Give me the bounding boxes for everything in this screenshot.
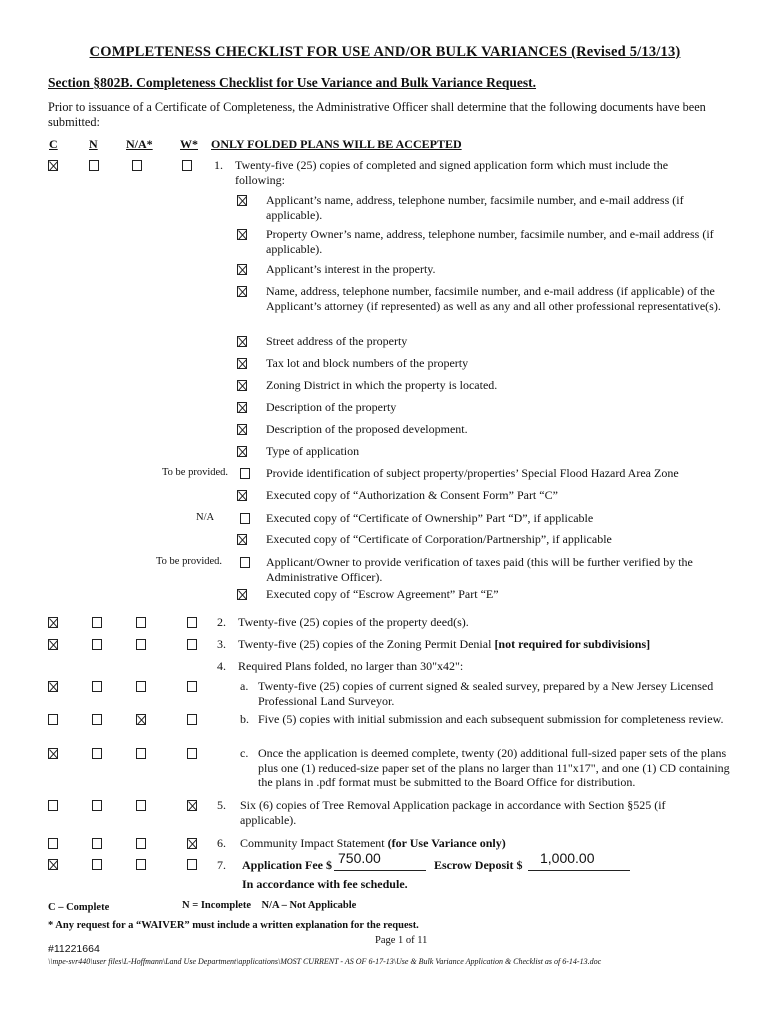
- sub-4-checkbox[interactable]: [237, 286, 247, 297]
- item4b-text: Five (5) copies with initial submission and each subsequent submission for completeness review.: [258, 712, 724, 726]
- fee-underline: [334, 870, 426, 871]
- sub-11-text: Provide identification of subject property/properties’ Special Flood Hazard Area Zone: [266, 466, 679, 480]
- item5-text: Six (6) copies of Tree Removal Application package in accordance with Section §525 (if applicable).: [240, 798, 666, 827]
- item7-number: 7.: [217, 858, 226, 872]
- sub-16-text: Executed copy of “Escrow Agreement” Part “E”: [266, 587, 499, 601]
- item2-w-checkbox[interactable]: [187, 617, 197, 628]
- sub-3-text: Applicant’s interest in the property.: [266, 262, 436, 276]
- item6-w-checkbox[interactable]: [187, 838, 197, 849]
- sub-6-text: Tax lot and block numbers of the property: [266, 356, 469, 370]
- intro-text: Prior to issuance of a Certificate of Completeness, the Administrative Officer shall determine that the following documents have been submitted:: [48, 100, 706, 129]
- sub-1-text: Applicant’s name, address, telephone number, facsimile number, and e-mail address (if applicable).: [266, 193, 684, 222]
- item4a-text: Twenty-five (25) copies of current signed & sealed survey, prepared by a New Jersey Licensed Professional Land Surveyor.: [258, 679, 714, 708]
- item6-na-checkbox[interactable]: [136, 838, 146, 849]
- section-heading: Section §802B. Completeness Checklist for Use Variance and Bulk Variance Request.: [48, 75, 537, 90]
- sub-10-checkbox[interactable]: [237, 446, 247, 457]
- item4c-text: Once the application is deemed complete, twenty (20) additional full-sized paper sets of the plans plus one (1) reduced-size paper set of the plans no larger than 11"x17", and one (1) CD containing the plans in .pdf format must be submitted to the Board Office for distribution.: [258, 746, 730, 789]
- item2-n-checkbox[interactable]: [92, 617, 102, 628]
- sub-15-text: Applicant/Owner to provide verification of taxes paid (this will be further verified by the Administrative Officer).: [266, 555, 693, 584]
- sub-12-text: Executed copy of “Authorization & Consent Form” Part “C”: [266, 488, 558, 502]
- col-complete: C: [49, 137, 58, 151]
- sub-13-checkbox[interactable]: [240, 513, 250, 524]
- sub-15-checkbox[interactable]: [240, 557, 250, 568]
- sub-16-checkbox[interactable]: [237, 589, 247, 600]
- col-not-applicable: N/A*: [126, 137, 153, 151]
- sub-11-note: To be provided.: [162, 467, 229, 478]
- item3-bold-note: [not required for subdivisions]: [494, 637, 651, 651]
- legend-complete: C – Complete: [48, 902, 110, 913]
- sub-13-text: Executed copy of “Certificate of Ownership” Part “D”, if applicable: [266, 511, 594, 525]
- sub-11-checkbox[interactable]: [240, 468, 250, 479]
- fee-value[interactable]: 750.00: [338, 850, 381, 866]
- sub-3-checkbox[interactable]: [237, 264, 247, 275]
- sub-13-note: N/A: [196, 512, 215, 523]
- legend-rest: N = Incomplete N/A – Not Applicable: [182, 900, 357, 911]
- file-path: \\mpe-svr440\user files\L-Hoffmann\Land Use Department\applications\MOST CURRENT - AS OF 6-17-13\Use & Bulk Variance Application & Checklist as of 6-14-13.doc: [48, 957, 602, 966]
- item1-w-checkbox[interactable]: [182, 160, 192, 171]
- item4a-c-checkbox[interactable]: [48, 681, 58, 692]
- sub-7-text: Zoning District in which the property is located.: [266, 378, 498, 392]
- item2-number: 2.: [217, 615, 226, 629]
- item1-c-checkbox[interactable]: [48, 160, 58, 171]
- item4c-letter: c.: [240, 746, 249, 760]
- item6-text: Community Impact Statement: [240, 836, 385, 850]
- item4a-n-checkbox[interactable]: [92, 681, 102, 692]
- sub-12-checkbox[interactable]: [237, 490, 247, 501]
- item4-number: 4.: [217, 659, 226, 673]
- item1-na-checkbox[interactable]: [132, 160, 142, 171]
- item1-number: 1.: [214, 158, 223, 172]
- item4a-na-checkbox[interactable]: [136, 681, 146, 692]
- col-incomplete: N: [89, 137, 98, 151]
- sub-2-text: Property Owner’s name, address, telephone number, facsimile number, and e-mail address (if applicable).: [266, 227, 714, 256]
- item2-c-checkbox[interactable]: [48, 617, 58, 628]
- item4-text: Required Plans folded, no larger than 30"x42":: [238, 659, 464, 673]
- item6-number: 6.: [217, 836, 226, 850]
- escrow-value[interactable]: 1,000.00: [540, 850, 595, 866]
- sub-4-text: Name, address, telephone number, facsimile number, and e-mail address (if applicable) of the Applicant’s attorney (if represented) as well as any and all other professional representative(s).: [266, 284, 721, 313]
- item7-n-checkbox[interactable]: [92, 859, 102, 870]
- sub-5-checkbox[interactable]: [237, 336, 247, 347]
- fee-schedule: In accordance with fee schedule.: [242, 877, 408, 891]
- sub-14-text: Executed copy of “Certificate of Corporation/Partnership”, if applicable: [266, 532, 612, 546]
- escrow-underline: [528, 870, 630, 871]
- sub-8-checkbox[interactable]: [237, 402, 247, 413]
- item6-c-checkbox[interactable]: [48, 838, 58, 849]
- sub-14-checkbox[interactable]: [237, 534, 247, 545]
- sub-1-checkbox[interactable]: [237, 195, 247, 206]
- waiver-note: * Any request for a “WAIVER” must include a written explanation for the request.: [48, 920, 419, 931]
- item3-text: Twenty-five (25) copies of the Zoning Permit Denial: [238, 637, 492, 651]
- sub-6-checkbox[interactable]: [237, 358, 247, 369]
- item4c-w-checkbox[interactable]: [187, 748, 197, 759]
- sub-7-checkbox[interactable]: [237, 380, 247, 391]
- sub-10-text: Type of application: [266, 444, 360, 458]
- item6-n-checkbox[interactable]: [92, 838, 102, 849]
- item4a-w-checkbox[interactable]: [187, 681, 197, 692]
- page-number: Page 1 of 11: [375, 935, 428, 946]
- item5-na-checkbox[interactable]: [136, 800, 146, 811]
- doc-id: #11221664: [48, 943, 100, 955]
- item1-n-checkbox[interactable]: [89, 160, 99, 171]
- item7-c-checkbox[interactable]: [48, 859, 58, 870]
- item3-n-checkbox[interactable]: [92, 639, 102, 650]
- item3-na-checkbox[interactable]: [136, 639, 146, 650]
- escrow-label: Escrow Deposit $: [434, 858, 523, 872]
- sub-9-text: Description of the proposed development.: [266, 422, 468, 436]
- item4b-letter: b.: [240, 712, 249, 726]
- item5-w-checkbox[interactable]: [187, 800, 197, 811]
- item5-n-checkbox[interactable]: [92, 800, 102, 811]
- item3-c-checkbox[interactable]: [48, 639, 58, 650]
- folded-plans-notice: ONLY FOLDED PLANS WILL BE ACCEPTED: [211, 137, 462, 151]
- document-title: COMPLETENESS CHECKLIST FOR USE AND/OR BULK VARIANCES (Revised 5/13/13): [89, 44, 681, 60]
- fee-label: Application Fee $: [242, 858, 332, 872]
- item7-na-checkbox[interactable]: [136, 859, 146, 870]
- item1-text: Twenty-five (25) copies of completed and signed application form which must include the following:: [235, 158, 669, 187]
- item3-number: 3.: [217, 637, 226, 651]
- item4c-n-checkbox[interactable]: [92, 748, 102, 759]
- item4a-letter: a.: [240, 679, 249, 693]
- item5-c-checkbox[interactable]: [48, 800, 58, 811]
- item4b-c-checkbox[interactable]: [48, 714, 58, 725]
- item4c-na-checkbox[interactable]: [136, 748, 146, 759]
- item4b-na-checkbox[interactable]: [136, 714, 146, 725]
- item6-line: [240, 836, 720, 851]
- sub-15-note: To be provided.: [156, 556, 223, 567]
- sub-5-text: Street address of the property: [266, 334, 408, 348]
- item3-line: [238, 637, 738, 652]
- item4c-c-checkbox[interactable]: [48, 748, 58, 759]
- item2-na-checkbox[interactable]: [136, 617, 146, 628]
- item7-w-checkbox[interactable]: [187, 859, 197, 870]
- sub-2-checkbox[interactable]: [237, 229, 247, 240]
- item5-number: 5.: [217, 798, 226, 812]
- item6-bold-note: (for Use Variance only): [387, 836, 506, 850]
- item4b-w-checkbox[interactable]: [187, 714, 197, 725]
- item3-w-checkbox[interactable]: [187, 639, 197, 650]
- item4b-n-checkbox[interactable]: [92, 714, 102, 725]
- sub-9-checkbox[interactable]: [237, 424, 247, 435]
- col-waiver: W*: [180, 137, 198, 151]
- item2-text: Twenty-five (25) copies of the property deed(s).: [238, 615, 469, 629]
- sub-8-text: Description of the property: [266, 400, 397, 414]
